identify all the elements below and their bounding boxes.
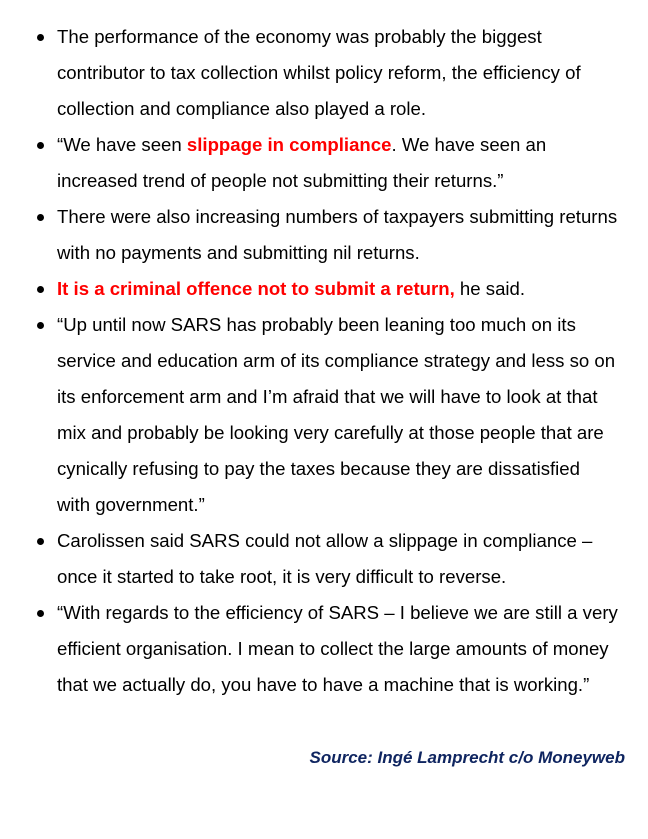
bullet-item	[0, 271, 648, 307]
bullet-icon	[37, 322, 44, 329]
source-citation: Source: Ingé Lamprecht c/o Moneyweb	[309, 748, 625, 767]
bullet-icon	[37, 142, 44, 149]
bullet-text	[57, 530, 592, 587]
text-segment: . We have seen an increased trend of people not submitting their returns.”	[57, 134, 547, 191]
bullet-list	[0, 19, 648, 703]
bullet-icon	[37, 538, 44, 545]
bullet-text	[57, 278, 525, 299]
bullet-item	[0, 127, 648, 199]
bullet-item	[0, 595, 648, 703]
bullet-icon	[37, 610, 44, 617]
text-segment: “Up until now SARS has probably been leaning too much on its service and education arm of its compliance strategy and less so on its enforcement arm and I’m afraid that we will have to look at that mix and probably be looking very carefully at those people that are cynically refusing to pay the taxes because they are dissatisfied with government.”	[57, 314, 616, 515]
text-segment: There were also increasing numbers of taxpayers submitting returns with no payments and submitting nil returns.	[57, 206, 618, 263]
text-segment: he said.	[454, 278, 526, 299]
text-segment: The performance of the economy was probably the biggest contributor to tax collection whilst policy reform, the efficiency of collection and compliance also played a role.	[57, 26, 581, 119]
bullet-text	[57, 26, 581, 119]
highlight-text: slippage in compliance	[186, 134, 392, 155]
bullet-icon	[37, 214, 44, 221]
bullet-text	[57, 206, 617, 263]
bullet-item	[0, 307, 648, 523]
bullet-icon	[37, 286, 44, 293]
text-segment: “We have seen	[57, 134, 187, 155]
bullet-item	[0, 19, 648, 127]
bullet-icon	[37, 34, 44, 41]
text-segment: “With regards to the efficiency of SARS – I believe we are still a very efficient organisation. I mean to collect the large amounts of money that we actually do, you have to have a machine that is working.”	[57, 602, 618, 695]
bullet-item	[0, 199, 648, 271]
bullet-item	[0, 523, 648, 595]
text-segment: Carolissen said SARS could not allow a slippage in compliance – once it started to take root, it is very difficult to reverse.	[57, 530, 593, 587]
bullet-text	[57, 134, 546, 191]
highlight-text: It is a criminal offence not to submit a return,	[57, 278, 455, 299]
bullet-text	[57, 602, 618, 695]
bullet-text	[57, 314, 615, 515]
